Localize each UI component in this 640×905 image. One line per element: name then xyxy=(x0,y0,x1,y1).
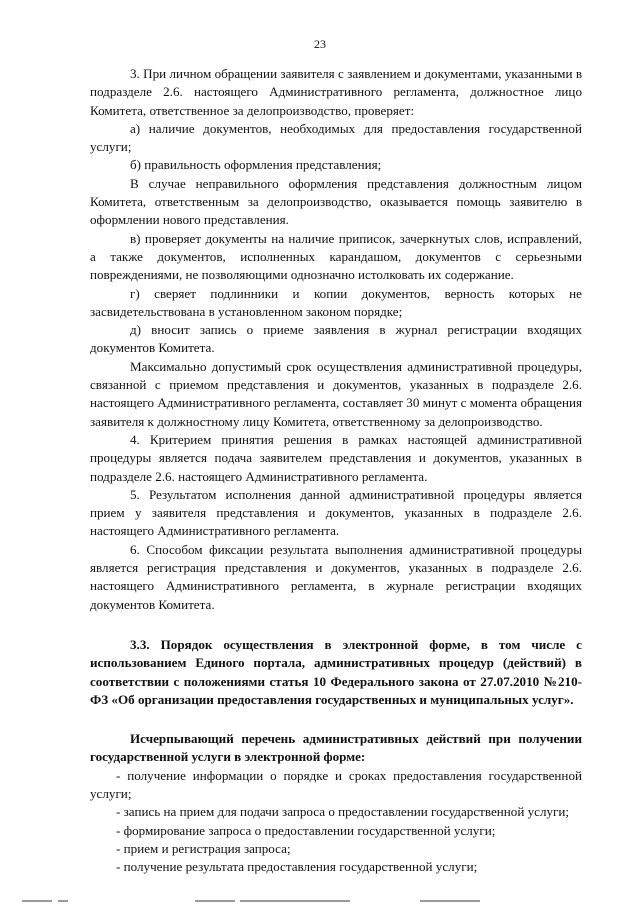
paragraph-sub-a: а) наличие документов, необходимых для предоставления государственной услуги; xyxy=(90,120,582,155)
list-item: - запись на прием для подачи запроса о предоставлении государственной услуги; xyxy=(116,804,570,820)
paragraph-max-duration: Максимально допустимый срок осуществления административной процедуры, связанной с приемом представления и документов, указанных в подразделе 2.6. настоящего Административного регламента, составляет 30 минут с момента обращения заявителя к должностному лицу Комитета, ответственному за делопроизводство. xyxy=(90,358,582,429)
list-item: - получение информации о порядке и сроках предоставления государственной услуги; xyxy=(90,767,582,801)
section-heading: 3.3. Порядок осуществления в электронной форме, в том числе с использованием Единого портала, административных процедур (действий) в соответствии с положениями статья 10 Федерального закона от 27.07.2010 №210-ФЗ «Об организации предоставления государственных и муниципальных услуг». xyxy=(90,636,582,707)
scan-mark xyxy=(22,900,52,902)
list-item: - формирование запроса о предоставлении государственной услуги; xyxy=(116,822,496,838)
scan-mark xyxy=(58,900,68,902)
paragraph-sub-b: б) правильность оформления представления; xyxy=(130,157,382,173)
scan-mark xyxy=(420,900,480,902)
scan-mark xyxy=(240,900,350,902)
paragraph-item-3: 3. При личном обращении заявителя с заявлением и документами, указанными в подразделе 2.6. настоящего Административного регламента, должностное лицо Комитета, ответственное за делопроизводство, проверяет: xyxy=(90,66,582,118)
list-spacer xyxy=(90,709,582,730)
paragraph-incorrect-submission: В случае неправильного оформления представления должностным лицом Комитета, ответственным за делопроизводство, оказывается помощь заявителю в оформлении нового представления. xyxy=(90,175,582,228)
list-item: - получение результата предоставления государственной услуги; xyxy=(116,859,478,875)
paragraph-sub-g: г) сверяет подлинники и копии документов, верность которых не засвидетельствована в установленном законом порядке; xyxy=(90,285,582,319)
document-body xyxy=(90,65,582,876)
paragraph-item-5: 5. Результатом исполнения данной административной процедуры является прием у заявителя представления и документов, указанных в подразделе 2.6. настоящего Административного регламента. xyxy=(90,486,582,539)
page-number: 23 xyxy=(314,37,326,51)
list-item: - прием и регистрация запроса; xyxy=(116,840,291,856)
paragraph-item-4: 4. Критерием принятия решения в рамках настоящей административной процедуры является подача заявителем представления и документов, указанных в подразделе 2.6. настоящего Административного регламента. xyxy=(90,431,582,484)
paragraph-sub-v: в) проверяет документы на наличие приписок, зачеркнутых слов, исправлений, а также документов, исполненных карандашом, документов с серьезными повреждениями, не позволяющими однозначно истолковать их содержание. xyxy=(90,230,582,283)
section-spacer xyxy=(90,614,582,636)
list-heading: Исчерпывающий перечень административных действий при получении государственной услуги в электронной форме: xyxy=(90,731,582,765)
scan-mark xyxy=(195,900,235,902)
paragraph-sub-d: д) вносит запись о приеме заявления в журнал регистрации входящих документов Комитета. xyxy=(90,322,582,356)
paragraph-item-6: 6. Способом фиксации результата выполнения административной процедуры является регистрация представления и документов, указанных в подразделе 2.6. настоящего Административного регламента, в журнале регистрации входящих документов Комитета. xyxy=(90,541,582,612)
scan-artifact-marks xyxy=(0,896,640,902)
